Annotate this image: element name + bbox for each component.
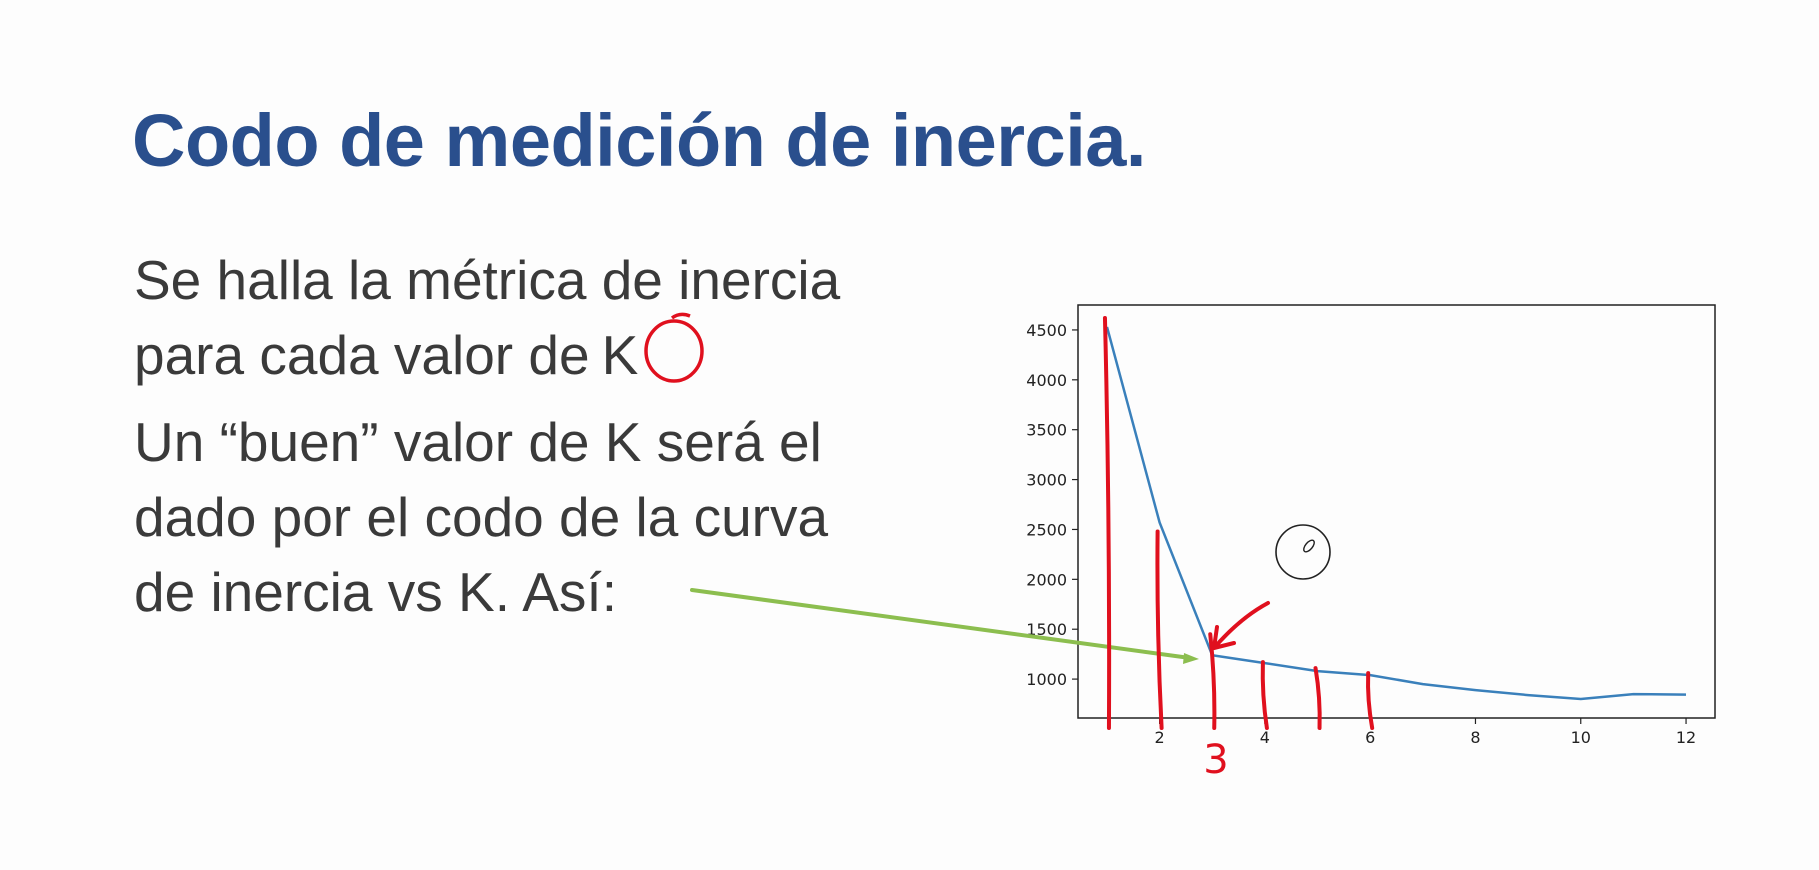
red-marker-k2 — [1157, 531, 1161, 728]
k-three-label: 3 — [1203, 737, 1229, 783]
red-marker-k5 — [1316, 668, 1320, 728]
paragraph2-line3: de inercia vs K. Así: — [134, 561, 617, 623]
green-arrow-line — [692, 590, 1190, 658]
x-tick-label: 4 — [1259, 728, 1270, 747]
cursor-circle — [1276, 525, 1330, 579]
x-tick-label: 10 — [1570, 728, 1591, 747]
paragraph1-line1: Se halla la métrica de inercia — [134, 249, 841, 311]
y-tick-label: 4000 — [1026, 370, 1067, 390]
x-tick-label: 2 — [1154, 728, 1165, 747]
paragraph1-line2: para cada valor de — [134, 324, 590, 386]
red-marker-k6 — [1368, 673, 1372, 728]
y-tick-label: 3000 — [1026, 470, 1067, 490]
y-tick-label: 1500 — [1026, 620, 1067, 640]
elbow-arrow-annotation — [1214, 603, 1268, 648]
green-arrow-head — [1183, 653, 1199, 664]
y-axis-ticks — [1026, 321, 1078, 689]
y-tick-label: 1000 — [1026, 670, 1067, 690]
x-tick-label: 12 — [1675, 728, 1697, 747]
red-k-markers — [1105, 318, 1372, 728]
handwritten-annotations — [646, 314, 1330, 783]
paragraph2-line2: dado por el codo de la curva — [134, 486, 829, 548]
cursor-mark — [1302, 538, 1316, 553]
x-axis-ticks — [1155, 718, 1697, 747]
x-tick-label: 8 — [1470, 728, 1481, 747]
y-tick-label: 3500 — [1026, 420, 1067, 440]
paragraph2-line1: Un “buen” valor de K será el — [134, 411, 822, 473]
y-tick-label: 2500 — [1026, 520, 1067, 540]
slide-title: Codo de medición de inercia. — [132, 99, 1146, 182]
y-tick-label: 2000 — [1026, 570, 1067, 590]
y-tick-label: 4500 — [1026, 320, 1067, 340]
inertia-curve — [1107, 327, 1686, 699]
k-letter: K — [601, 324, 639, 386]
k-circle-annotation — [646, 321, 702, 381]
red-marker-k1 — [1105, 318, 1109, 728]
x-tick-label: 6 — [1365, 728, 1376, 747]
k-circle-tail — [672, 314, 690, 318]
